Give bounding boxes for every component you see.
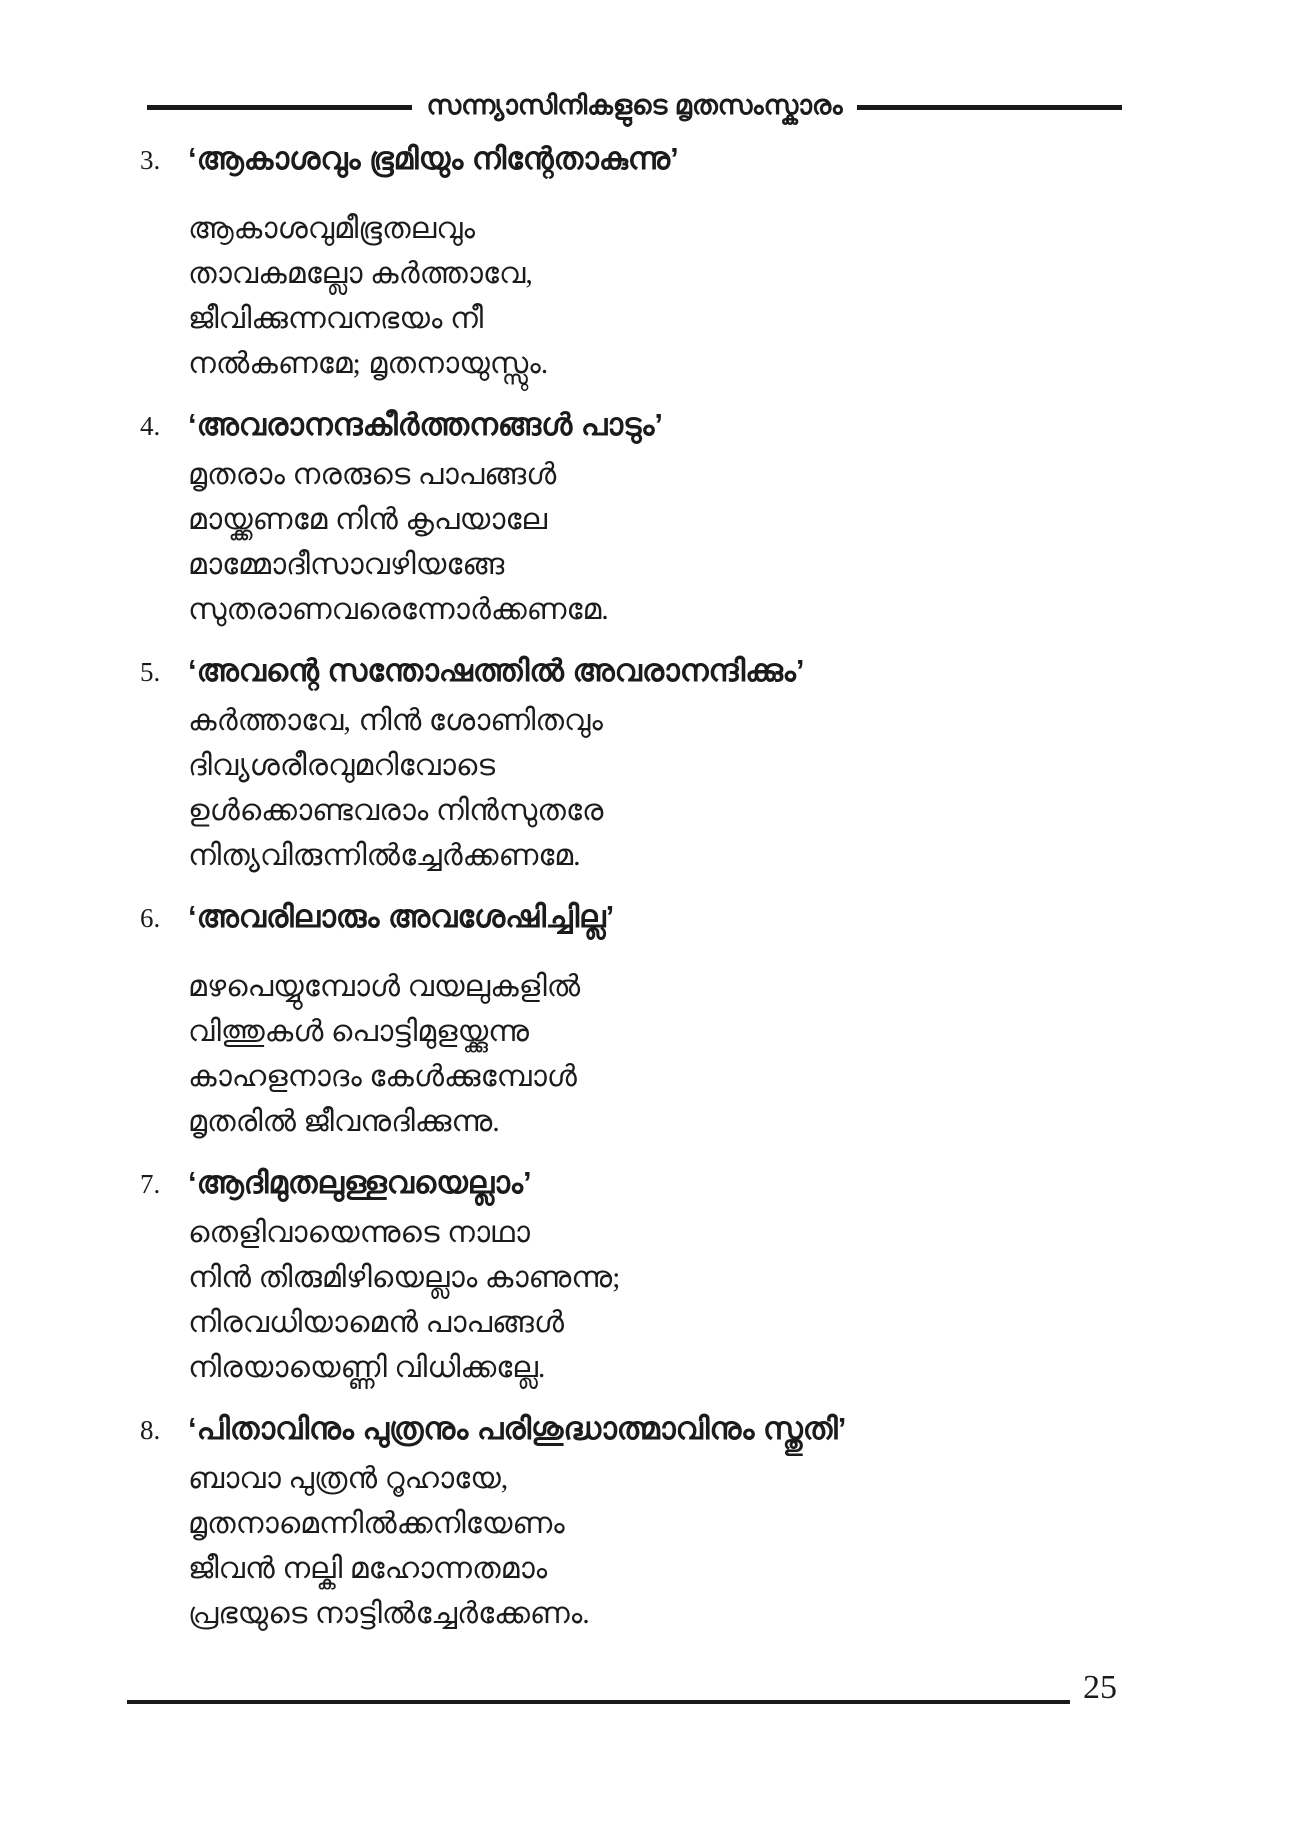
verse-line: മൃതനാമെന്നിൽക്കനിയേണം bbox=[188, 1507, 565, 1540]
verse-line: വിത്തുകൾ പൊട്ടിമുളയ്ക്കുന്നു bbox=[188, 1015, 530, 1048]
verse-line: നിത്യവിരുന്നിൽച്ചേർക്കണമേ. bbox=[188, 839, 581, 872]
hymn-body bbox=[188, 652, 1140, 878]
hymn-verse bbox=[188, 1456, 1140, 1636]
hymn-verse bbox=[188, 964, 1140, 1144]
hymn-item bbox=[140, 406, 1140, 632]
hymn-body bbox=[188, 898, 1140, 1144]
hymn-item bbox=[140, 898, 1140, 1144]
verse-line: താവകമല്ലോ കർത്താവേ, bbox=[188, 257, 533, 290]
hymn-number: 6. bbox=[140, 903, 161, 933]
verse-line: ദിവ്യശരീരവുമറിവോടെ bbox=[188, 749, 496, 782]
hymn-verse bbox=[188, 1210, 1140, 1390]
footer-rule bbox=[127, 1700, 1070, 1704]
hymn-body bbox=[188, 1164, 1140, 1390]
hymn-verse bbox=[188, 206, 1140, 386]
hymn-title: ‘ആദിമുതലുള്ളവയെല്ലാം’ bbox=[188, 1165, 532, 1200]
hymn-item bbox=[140, 652, 1140, 878]
page-header bbox=[147, 92, 1122, 122]
verse-line: തെളിവായെന്നുടെ നാഥാ bbox=[188, 1216, 530, 1249]
hymn-item bbox=[140, 1410, 1140, 1636]
verse-line: ജീവിക്കുന്നവനഭയം നീ bbox=[188, 302, 484, 335]
verse-line: കർത്താവേ, നിൻ ശോണിതവും bbox=[188, 704, 603, 737]
hymn-body bbox=[188, 1410, 1140, 1636]
verse-line: സുതരാണവരെന്നോർക്കണമേ. bbox=[188, 593, 609, 626]
hymn-number: 4. bbox=[140, 411, 161, 441]
verse-line: ആകാശവുമീഭൂതലവും bbox=[188, 212, 476, 245]
header-rule-left bbox=[147, 105, 412, 110]
hymn-number: 7. bbox=[140, 1169, 161, 1199]
header-rule-right bbox=[857, 105, 1122, 110]
verse-line: പ്രഭയുടെ നാട്ടിൽച്ചേർക്കേണം. bbox=[188, 1597, 590, 1630]
verse-line: നിൻ തിരുമിഴിയെല്ലാം കാണുന്നു; bbox=[188, 1261, 621, 1294]
page-number: 25 bbox=[1083, 1669, 1117, 1706]
hymn-body bbox=[188, 406, 1140, 632]
verse-line: മൃതരാം നരരുടെ പാപങ്ങൾ bbox=[188, 458, 557, 491]
verse-line: നിരയായെണ്ണി വിധിക്കല്ലേ. bbox=[188, 1351, 546, 1384]
hymn-body bbox=[188, 140, 1140, 386]
hymn-list bbox=[140, 140, 1140, 1656]
verse-line: മാമ്മോദീസാവഴിയങ്ങേ bbox=[188, 548, 505, 581]
hymn-item bbox=[140, 1164, 1140, 1390]
verse-line: നൽകണമേ; മൃതനായുസ്സും. bbox=[188, 347, 549, 380]
verse-line: കാഹളനാദം കേൾക്കുമ്പോൾ bbox=[188, 1060, 577, 1093]
hymn-number: 3. bbox=[140, 145, 161, 175]
hymn-title: ‘പിതാവിനും പുത്രനും പരിശുദ്ധാത്മാവിനും സ്തുതി’ bbox=[188, 1411, 847, 1446]
verse-line: നിരവധിയാമെൻ പാപങ്ങൾ bbox=[188, 1306, 564, 1339]
verse-line: മായ്ക്കണമേ നിൻ കൃപയാലേ bbox=[188, 503, 548, 536]
hymn-title: ‘അവരാനന്ദകീർത്തനങ്ങൾ പാടും’ bbox=[188, 407, 663, 442]
verse-line: മൃതരിൽ ജീവനുദിക്കുന്നു. bbox=[188, 1105, 500, 1138]
header-title: സന്ന്യാസിനികളുടെ മൃതസംസ്കാരം bbox=[426, 90, 843, 120]
verse-line: മഴപെയ്യുമ്പോൾ വയലുകളിൽ bbox=[188, 970, 581, 1003]
hymn-title: ‘അവന്റെ സന്തോഷത്തിൽ അവരാനന്ദിക്കും’ bbox=[188, 653, 805, 688]
hymn-number: 8. bbox=[140, 1415, 161, 1445]
hymn-number: 5. bbox=[140, 657, 161, 687]
hymn-title: ‘ആകാശവും ഭൂമിയും നിന്റേതാകുന്നു’ bbox=[188, 141, 679, 176]
hymn-verse bbox=[188, 698, 1140, 878]
hymn-verse bbox=[188, 452, 1140, 632]
verse-line: ബാവാ പുത്രൻ റൂഹായേ, bbox=[188, 1462, 509, 1495]
hymn-title: ‘അവരിലാരും അവശേഷിച്ചില്ല’ bbox=[188, 899, 615, 934]
hymn-item bbox=[140, 140, 1140, 386]
verse-line: ഉൾക്കൊണ്ടവരാം നിൻസുതരേ bbox=[188, 794, 604, 827]
verse-line: ജീവൻ നല്കി മഹോന്നതമാം bbox=[188, 1552, 548, 1585]
